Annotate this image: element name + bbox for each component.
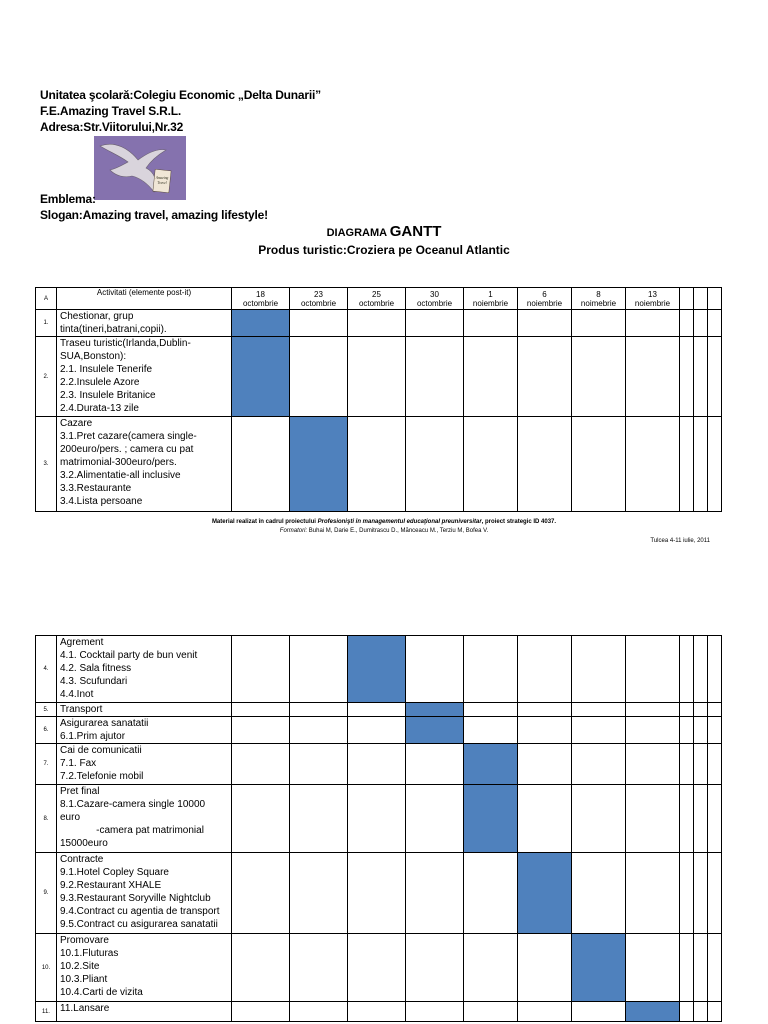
product-value: Croziera pe Oceanul Atlantic bbox=[346, 243, 510, 257]
gantt-cell bbox=[232, 785, 290, 853]
gantt-cell bbox=[348, 934, 406, 1002]
project-note-c: , proiect strategic ID 4037. bbox=[481, 519, 557, 525]
gantt-cell bbox=[626, 934, 680, 1002]
activity-line: 9.2.Restaurant XHALE bbox=[60, 880, 162, 891]
gantt-cell bbox=[572, 717, 626, 744]
activity-cell bbox=[57, 310, 232, 337]
activity-line: 3.2.Alimentatie-all inclusive bbox=[60, 470, 181, 481]
activity-cell bbox=[57, 744, 232, 785]
gantt-cell bbox=[694, 717, 708, 744]
gantt-bar bbox=[232, 310, 290, 337]
gantt-cell bbox=[694, 636, 708, 703]
gantt-cell bbox=[572, 703, 626, 717]
gantt-cell bbox=[708, 717, 722, 744]
date-header bbox=[518, 288, 572, 310]
gantt-bar bbox=[406, 703, 464, 717]
gantt-cell bbox=[572, 853, 626, 934]
table-row bbox=[36, 744, 722, 785]
date-day: 1 bbox=[488, 289, 493, 299]
gantt-cell bbox=[680, 337, 694, 417]
activity-line: -camera pat matrimonial bbox=[60, 825, 204, 836]
table-row bbox=[36, 417, 722, 512]
activity-line: 4.3. Scufundari bbox=[60, 676, 128, 687]
address-label: Adresa: bbox=[40, 120, 84, 134]
gantt-cell bbox=[694, 744, 708, 785]
gantt-cell bbox=[406, 1002, 464, 1022]
gantt-cell bbox=[708, 337, 722, 417]
gantt-cell bbox=[708, 744, 722, 785]
activity-line: Promovare bbox=[60, 935, 109, 946]
activity-line: 9.3.Restaurant Soryville Nightclub bbox=[60, 893, 211, 904]
gantt-cell bbox=[626, 853, 680, 934]
gantt-cell bbox=[680, 288, 694, 310]
date-month: octombrie bbox=[416, 298, 453, 308]
gantt-cell bbox=[680, 310, 694, 337]
activity-line: 2.2.Insulele Azore bbox=[60, 377, 140, 388]
address-line bbox=[40, 120, 183, 134]
date-header bbox=[406, 288, 464, 310]
gantt-cell bbox=[290, 853, 348, 934]
row-number: 8. bbox=[36, 785, 57, 853]
gantt-cell bbox=[518, 337, 572, 417]
gantt-cell bbox=[406, 744, 464, 785]
date-day: 25 bbox=[372, 289, 381, 299]
row-number: 1. bbox=[36, 310, 57, 337]
date-day: 18 bbox=[256, 289, 265, 299]
table-row bbox=[36, 934, 722, 1002]
gantt-cell bbox=[518, 717, 572, 744]
table-row bbox=[36, 310, 722, 337]
header-row bbox=[36, 288, 722, 310]
gantt-cell bbox=[232, 934, 290, 1002]
activity-cell bbox=[57, 934, 232, 1002]
gantt-cell bbox=[406, 853, 464, 934]
activity-line: matrimonial-300euro/pers. bbox=[60, 457, 177, 468]
gantt-cell bbox=[406, 337, 464, 417]
table-row bbox=[36, 785, 722, 853]
activity-line: Asigurarea sanatatii bbox=[60, 718, 149, 729]
gantt-table-part1 bbox=[35, 287, 722, 512]
gantt-cell bbox=[572, 636, 626, 703]
activity-line: 10.4.Carti de vizita bbox=[60, 987, 143, 998]
activity-line: 3.3.Restaurante bbox=[60, 483, 132, 494]
table-row bbox=[36, 853, 722, 934]
diagram-title bbox=[0, 223, 768, 240]
gantt-cell bbox=[680, 1002, 694, 1022]
gantt-cell bbox=[694, 337, 708, 417]
gantt-cell bbox=[708, 417, 722, 512]
activity-line: Agrement bbox=[60, 637, 104, 648]
gantt-cell bbox=[464, 337, 518, 417]
gantt-cell bbox=[290, 744, 348, 785]
activity-line: 10.1.Fluturas bbox=[60, 948, 119, 959]
gantt-cell bbox=[348, 853, 406, 934]
activity-line: 9.1.Hotel Copley Square bbox=[60, 867, 169, 878]
trainers-names: Buhai M, Darie E., Dumitrascu D., Mănceacu M., Terziu M, Bofea V. bbox=[307, 528, 489, 534]
gantt-cell bbox=[518, 310, 572, 337]
firm-line bbox=[40, 104, 181, 118]
activity-line: 3.4.Lista persoane bbox=[60, 496, 143, 507]
gantt-cell bbox=[680, 934, 694, 1002]
activity-line: 6.1.Prim ajutor bbox=[60, 731, 126, 742]
date-month: noiembrie bbox=[526, 298, 563, 308]
gantt-cell bbox=[348, 310, 406, 337]
col-a-header: A bbox=[36, 288, 57, 310]
gantt-cell bbox=[680, 785, 694, 853]
activity-line: Traseu turistic(Irlanda,Dublin- bbox=[60, 338, 191, 349]
gantt-bar bbox=[232, 337, 290, 417]
gantt-cell bbox=[464, 703, 518, 717]
activity-line: 7.1. Fax bbox=[60, 758, 97, 769]
gantt-cell bbox=[694, 785, 708, 853]
diagram-title-main: GANTT bbox=[389, 223, 442, 240]
gantt-cell bbox=[348, 703, 406, 717]
project-note-b: Profesionişti în managementul educaţional preuniversitar bbox=[317, 519, 482, 525]
gantt-cell bbox=[290, 703, 348, 717]
gantt-cell bbox=[464, 717, 518, 744]
row-number: 11. bbox=[36, 1002, 57, 1022]
date-day: 8 bbox=[596, 289, 601, 299]
row-number: 2. bbox=[36, 337, 57, 417]
gantt-cell bbox=[572, 785, 626, 853]
activity-line: tinta(tineri,batrani,copii). bbox=[60, 324, 167, 335]
gantt-cell bbox=[626, 417, 680, 512]
gantt-cell bbox=[626, 744, 680, 785]
gantt-cell bbox=[464, 934, 518, 1002]
gantt-cell bbox=[348, 1002, 406, 1022]
gantt-cell bbox=[694, 934, 708, 1002]
row-number: 4. bbox=[36, 636, 57, 703]
gantt-cell bbox=[694, 288, 708, 310]
gantt-cell bbox=[680, 744, 694, 785]
activity-line: 2.1. Insulele Tenerife bbox=[60, 364, 153, 375]
gantt-cell bbox=[464, 417, 518, 512]
sign-text-1: Amazing bbox=[155, 176, 169, 180]
gantt-cell bbox=[518, 785, 572, 853]
activity-cell bbox=[57, 703, 232, 717]
activities-header: Activitati (elemente post-it) bbox=[57, 288, 232, 310]
gantt-cell bbox=[290, 337, 348, 417]
table-row bbox=[36, 717, 722, 744]
date-header bbox=[626, 288, 680, 310]
gantt-cell bbox=[680, 636, 694, 703]
gantt-cell bbox=[708, 934, 722, 1002]
date-month: octombrie bbox=[358, 298, 395, 308]
gantt-bar bbox=[572, 934, 626, 1002]
slogan-value: Amazing travel, amazing lifestyle! bbox=[82, 208, 268, 222]
gantt-bar bbox=[464, 785, 518, 853]
gantt-bar bbox=[626, 1002, 680, 1022]
date-month: octombrie bbox=[242, 298, 279, 308]
activity-line: 10.2.Site bbox=[60, 961, 100, 972]
activity-line: 4.4.Inot bbox=[60, 689, 94, 700]
gantt-cell bbox=[708, 636, 722, 703]
activity-cell bbox=[57, 636, 232, 703]
activity-line: 4.1. Cocktail party de bun venit bbox=[60, 650, 198, 661]
emblem-label: Emblema: bbox=[40, 192, 96, 206]
table-row bbox=[36, 703, 722, 717]
gantt-cell bbox=[290, 934, 348, 1002]
activity-line: 15000euro bbox=[60, 838, 108, 849]
table-row bbox=[36, 1002, 722, 1022]
place-date: Tulcea 4-11 iulie, 2011 bbox=[650, 538, 710, 544]
row-number: 6. bbox=[36, 717, 57, 744]
activity-line: 7.2.Telefonie mobil bbox=[60, 771, 144, 782]
gantt-cell bbox=[626, 785, 680, 853]
gantt-cell bbox=[232, 853, 290, 934]
gantt-cell bbox=[694, 703, 708, 717]
gantt-cell bbox=[708, 310, 722, 337]
gantt-cell bbox=[348, 785, 406, 853]
date-month: noimebrie bbox=[580, 298, 617, 308]
school-line bbox=[40, 88, 321, 102]
activity-cell bbox=[57, 1002, 232, 1022]
gantt-cell bbox=[290, 1002, 348, 1022]
gantt-bar bbox=[290, 417, 348, 512]
activity-line: 9.5.Contract cu asigurarea sanatatii bbox=[60, 919, 218, 930]
gantt-cell bbox=[464, 1002, 518, 1022]
date-day: 6 bbox=[542, 289, 547, 299]
gantt-cell bbox=[572, 744, 626, 785]
activity-line: 9.4.Contract cu agentia de transport bbox=[60, 906, 220, 917]
gantt-cell bbox=[680, 717, 694, 744]
gantt-cell bbox=[406, 417, 464, 512]
gantt-cell bbox=[290, 310, 348, 337]
sign-text-2: Travel bbox=[157, 181, 167, 185]
address-value: Str.Viitorului,Nr.32 bbox=[83, 120, 184, 134]
date-header bbox=[572, 288, 626, 310]
diagram-title-prefix: DIAGRAMA bbox=[326, 227, 390, 239]
trainers-label: Formatori: bbox=[279, 528, 308, 534]
gantt-cell bbox=[626, 636, 680, 703]
slogan-label: Slogan: bbox=[40, 208, 83, 222]
gantt-cell bbox=[518, 703, 572, 717]
row-number: 10. bbox=[36, 934, 57, 1002]
gantt-cell bbox=[290, 717, 348, 744]
project-note bbox=[0, 519, 768, 525]
date-day: 13 bbox=[648, 289, 657, 299]
activity-line: Contracte bbox=[60, 854, 104, 865]
gantt-cell bbox=[680, 853, 694, 934]
row-number: 7. bbox=[36, 744, 57, 785]
date-header bbox=[464, 288, 518, 310]
gantt-cell bbox=[290, 636, 348, 703]
gantt-cell bbox=[232, 744, 290, 785]
gantt-cell bbox=[626, 337, 680, 417]
gantt-cell bbox=[464, 310, 518, 337]
firm-label: F.E. bbox=[40, 104, 60, 118]
date-month: octombrie bbox=[300, 298, 337, 308]
gantt-cell bbox=[518, 934, 572, 1002]
gantt-cell bbox=[572, 337, 626, 417]
gantt-cell bbox=[232, 417, 290, 512]
activity-line: Cazare bbox=[60, 418, 93, 429]
gantt-cell bbox=[518, 636, 572, 703]
activity-line: 2.3. Insulele Britanice bbox=[60, 390, 156, 401]
activity-cell bbox=[57, 417, 232, 512]
gantt-bar bbox=[348, 636, 406, 703]
trainers-note bbox=[0, 528, 768, 534]
activity-line: 11.Lansare bbox=[60, 1003, 110, 1014]
gantt-cell bbox=[232, 717, 290, 744]
school-value: Colegiu Economic „Delta Dunarii” bbox=[133, 88, 321, 102]
date-day: 30 bbox=[430, 289, 439, 299]
gantt-cell bbox=[572, 417, 626, 512]
slogan-line bbox=[40, 208, 268, 222]
gantt-cell bbox=[680, 417, 694, 512]
activity-line: euro bbox=[60, 812, 81, 823]
activity-cell bbox=[57, 337, 232, 417]
date-day: 23 bbox=[314, 289, 323, 299]
gantt-cell bbox=[708, 288, 722, 310]
gantt-cell bbox=[694, 417, 708, 512]
project-note-a: Material realizat în cadrul proiectului bbox=[211, 519, 318, 525]
activity-line: Chestionar, grup bbox=[60, 311, 134, 322]
date-month: noiembrie bbox=[472, 298, 509, 308]
gantt-cell bbox=[694, 310, 708, 337]
gantt-cell bbox=[518, 417, 572, 512]
gantt-cell bbox=[406, 785, 464, 853]
activity-line: 8.1.Cazare-camera single 10000 bbox=[60, 799, 206, 810]
gantt-cell bbox=[348, 744, 406, 785]
firm-value: Amazing Travel S.R.L. bbox=[59, 104, 182, 118]
gantt-cell bbox=[626, 717, 680, 744]
row-number: 9. bbox=[36, 853, 57, 934]
gantt-cell bbox=[348, 417, 406, 512]
gantt-bar bbox=[518, 853, 572, 934]
gantt-cell bbox=[348, 337, 406, 417]
activity-line: Transport bbox=[60, 704, 103, 715]
row-number: 5. bbox=[36, 703, 57, 717]
activity-line: Pret final bbox=[60, 786, 100, 797]
gantt-cell bbox=[464, 853, 518, 934]
gantt-cell bbox=[406, 310, 464, 337]
school-label: Unitatea şcolară: bbox=[40, 88, 134, 102]
activity-line: 4.2. Sala fitness bbox=[60, 663, 132, 674]
gantt-cell bbox=[572, 310, 626, 337]
gantt-cell bbox=[708, 853, 722, 934]
table-row bbox=[36, 636, 722, 703]
gantt-cell bbox=[232, 1002, 290, 1022]
gantt-cell bbox=[708, 785, 722, 853]
gantt-cell bbox=[518, 1002, 572, 1022]
gantt-cell bbox=[290, 785, 348, 853]
gantt-cell bbox=[406, 636, 464, 703]
gantt-cell bbox=[694, 1002, 708, 1022]
gantt-bar bbox=[406, 717, 464, 744]
gantt-cell bbox=[626, 310, 680, 337]
activity-line: 10.3.Pliant bbox=[60, 974, 108, 985]
emblem-image bbox=[94, 136, 186, 200]
date-header bbox=[232, 288, 290, 310]
activity-cell bbox=[57, 717, 232, 744]
table-row bbox=[36, 337, 722, 417]
activity-line: SUA,Bonston): bbox=[60, 351, 127, 362]
activity-line: 3.1.Pret cazare(camera single- bbox=[60, 431, 197, 442]
product-label: Produs turistic: bbox=[258, 243, 347, 257]
gantt-cell bbox=[680, 703, 694, 717]
gantt-table-part2 bbox=[35, 635, 722, 1022]
gantt-cell bbox=[694, 853, 708, 934]
gantt-cell bbox=[518, 744, 572, 785]
gantt-cell bbox=[348, 717, 406, 744]
emblem-line bbox=[40, 192, 96, 206]
date-month: noiembrie bbox=[634, 298, 671, 308]
row-number: 3. bbox=[36, 417, 57, 512]
gantt-cell bbox=[626, 703, 680, 717]
activity-cell bbox=[57, 853, 232, 934]
gantt-cell bbox=[232, 703, 290, 717]
date-header bbox=[348, 288, 406, 310]
date-header bbox=[290, 288, 348, 310]
activity-line: 2.4.Durata-13 zile bbox=[60, 403, 139, 414]
gantt-cell bbox=[572, 1002, 626, 1022]
gantt-bar bbox=[464, 744, 518, 785]
gantt-cell bbox=[464, 636, 518, 703]
gantt-cell bbox=[708, 1002, 722, 1022]
activity-line: Cai de comunicatii bbox=[60, 745, 142, 756]
product-line bbox=[0, 243, 768, 257]
gantt-cell bbox=[708, 703, 722, 717]
activity-line: 200euro/pers. ; camera cu pat bbox=[60, 444, 194, 455]
gantt-cell bbox=[232, 636, 290, 703]
gantt-cell bbox=[406, 934, 464, 1002]
activity-cell bbox=[57, 785, 232, 853]
